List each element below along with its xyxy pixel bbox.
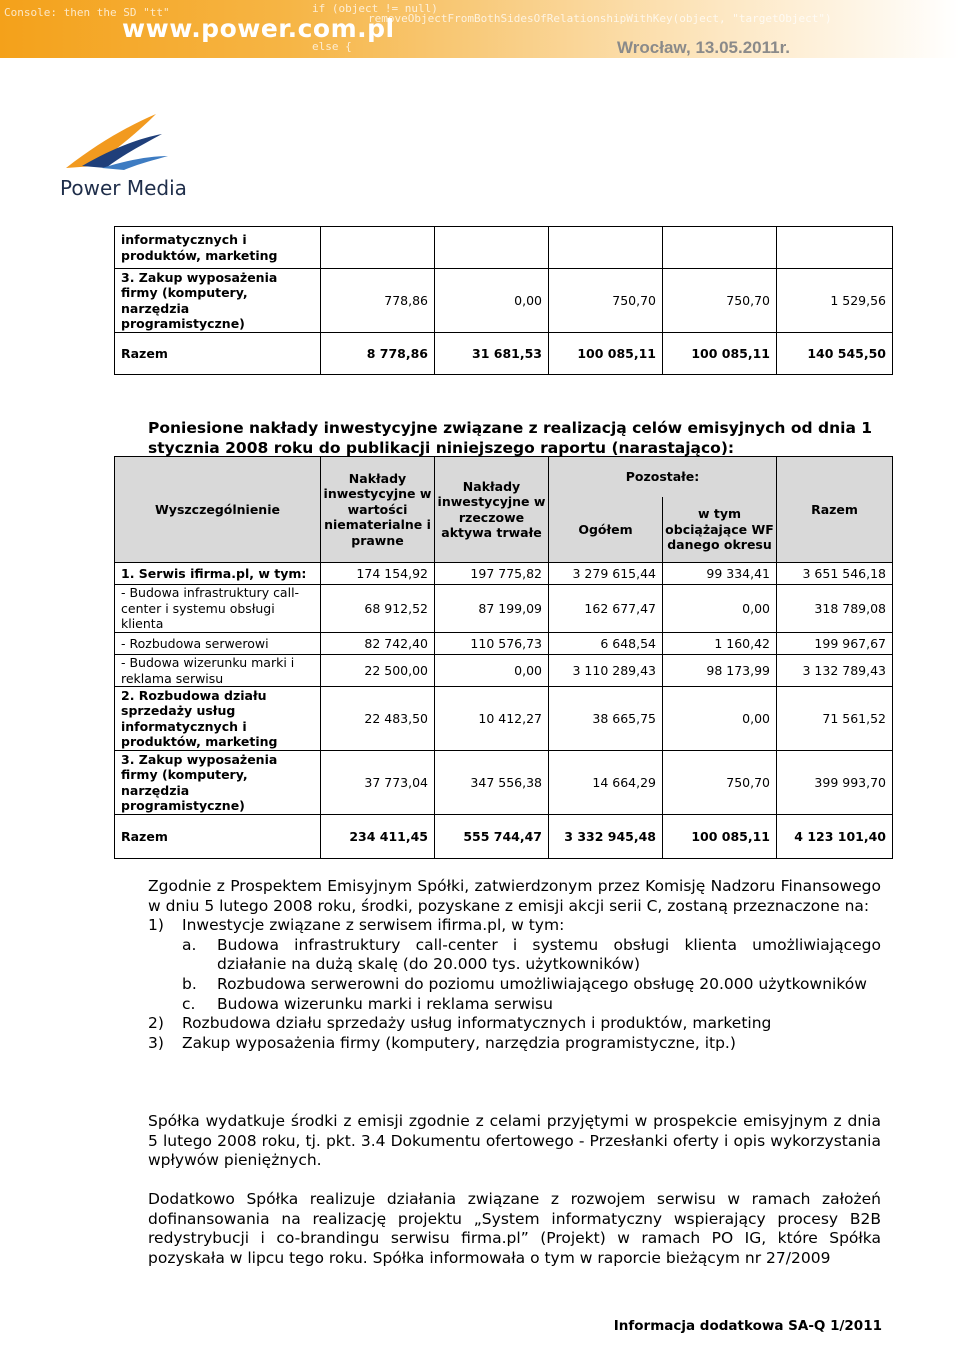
cell: 3 651 546,18 (777, 563, 893, 585)
cell: 750,70 (549, 269, 663, 333)
place-date: Wrocław, 13.05.2011r. (617, 38, 790, 57)
cell: 234 411,45 (321, 815, 435, 859)
table-row (115, 633, 893, 655)
table-row (115, 585, 893, 633)
column-header: Nakłady inwestycyjne w rzeczowe aktywa trwałe (435, 457, 549, 563)
table-row (115, 687, 893, 751)
cell: 6 648,54 (549, 633, 663, 655)
cell: 82 742,40 (321, 633, 435, 655)
table-row-total (115, 333, 893, 375)
cell: 87 199,09 (435, 585, 549, 633)
cell (549, 227, 663, 269)
row-label: - Budowa wizerunku marki i reklama serwisu (115, 655, 321, 687)
continued-investment-table (114, 226, 893, 375)
list-marker: 2) (148, 1014, 164, 1033)
cell: 3 332 945,48 (549, 815, 663, 859)
cell (777, 227, 893, 269)
cell: 197 775,82 (435, 563, 549, 585)
cell: 1 529,56 (777, 269, 893, 333)
cell: 4 123 101,40 (777, 815, 893, 859)
cell: 71 561,52 (777, 687, 893, 751)
cell (321, 227, 435, 269)
cell: 110 576,73 (435, 633, 549, 655)
cell: 399 993,70 (777, 751, 893, 815)
cell: 140 545,50 (777, 333, 893, 375)
row-label: 3. Zakup wyposażenia firmy (komputery, narzędzia programistyczne) (115, 751, 321, 815)
banner-code-line: removeObjectFromBothSidesOfRelationshipWithKey(object, "targetObject") (368, 12, 832, 25)
list-item-text: Rozbudowa działu sprzedaży usług informatycznych i produktów, marketing (182, 1014, 772, 1033)
cell: 37 773,04 (321, 751, 435, 815)
cell: 0,00 (435, 269, 549, 333)
table-row (115, 655, 893, 687)
table-header-row (115, 457, 893, 497)
list-item (148, 995, 881, 1015)
table-row (115, 269, 893, 333)
cell: 100 085,11 (663, 815, 777, 859)
cell: 22 500,00 (321, 655, 435, 687)
cell: 750,70 (663, 751, 777, 815)
row-label: Razem (115, 333, 321, 375)
banner-code-line: Console: then the SD "tt" (4, 6, 170, 19)
cell: 99 334,41 (663, 563, 777, 585)
cell: 68 912,52 (321, 585, 435, 633)
column-header: Ogółem (549, 497, 663, 563)
column-header: Wyszczególnienie (115, 457, 321, 563)
table-row (115, 751, 893, 815)
cell: 8 778,86 (321, 333, 435, 375)
list-marker: 1) (148, 916, 164, 935)
cell: 555 744,47 (435, 815, 549, 859)
cell: 3 132 789,43 (777, 655, 893, 687)
cell: 199 967,67 (777, 633, 893, 655)
cell: 31 681,53 (435, 333, 549, 375)
cell: 98 173,99 (663, 655, 777, 687)
cell: 0,00 (663, 687, 777, 751)
list-marker: a. (182, 935, 197, 954)
column-header: Nakłady inwestycyjne w wartości niematerialne i prawne (321, 457, 435, 563)
column-header: w tym obciążające WF danego okresu (663, 497, 777, 563)
intro-section (148, 877, 881, 1053)
section-heading: Poniesione nakłady inwestycyjne związane z realizacją celów emisyjnych od dnia 1 stycznia 2008 roku do publikacji niniejszego raportu (narastająco): (148, 419, 873, 457)
cell: 162 677,47 (549, 585, 663, 633)
list-item-text: Zakup wyposażenia firmy (komputery, narzędzia programistyczne, itp.) (182, 1033, 736, 1052)
list-item-text: Rozbudowa serwerowni do poziomu umożliwiającego obsługę 20.000 użytkowników (217, 974, 867, 993)
cell: 14 664,29 (549, 751, 663, 815)
list-marker: c. (182, 994, 196, 1013)
list-item (148, 975, 881, 995)
paragraph (148, 1112, 881, 1171)
investment-table (114, 456, 893, 859)
table-row (115, 563, 893, 585)
list-item (148, 1034, 881, 1054)
row-label: 3. Zakup wyposażenia firmy (komputery, narzędzia programistyczne) (115, 269, 321, 333)
cell: 174 154,92 (321, 563, 435, 585)
cell: 0,00 (435, 655, 549, 687)
list-item (148, 916, 881, 936)
paragraph-text: Dodatkowo Spółka realizuje działania związane z rozwojem serwisu w ramach założeń dofinansowania na realizację projektu „System informatyczny wspierający procesy B2B redystrybucji i co-brandingu serwisu firma.pl” (Projekt) w ramach PO IG, które Spółka pozyskała w lipcu tego roku. Spółka informowała o tym w raporcie bieżącym nr 27/2009 (148, 1190, 881, 1267)
cell: 3 110 289,43 (549, 655, 663, 687)
cell: 778,86 (321, 269, 435, 333)
list-item-text: Inwestycje związane z serwisem ifirma.pl, w tym: (182, 916, 565, 935)
cell: 0,00 (663, 585, 777, 633)
cell (663, 227, 777, 269)
cell: 750,70 (663, 269, 777, 333)
row-label: - Budowa infrastruktury call-center i systemu obsługi klienta (115, 585, 321, 633)
logo-text: Power Media (60, 176, 187, 200)
list-item (148, 1014, 881, 1034)
header-banner (0, 0, 960, 58)
cell: 347 556,38 (435, 751, 549, 815)
banner-code-line: if (object != null) (312, 2, 438, 15)
row-label: 2. Rozbudowa działu sprzedaży usług informatycznych i produktów, marketing (115, 687, 321, 751)
cell (435, 227, 549, 269)
paragraph-text: Spółka wydatkuje środki z emisji zgodnie z celami przyjętymi w prospekcie emisyjnym z dnia 5 lutego 2008 roku, tj. pkt. 3.4 Dokumentu ofertowego - Przesłanki oferty i opis wykorzystania wpływów pieniężnych. (148, 1112, 881, 1170)
cell: 100 085,11 (549, 333, 663, 375)
paragraph (148, 1190, 881, 1268)
banner-code-line: else { (312, 40, 352, 53)
list-item-text: Budowa wizerunku marki i reklama serwisu (217, 994, 553, 1013)
cell: 38 665,75 (549, 687, 663, 751)
list-item-text: Budowa infrastruktury call-center i systemu obsługi klienta umożliwiającego działanie na dużą skalę (do 20.000 tys. użytkowników) (217, 935, 881, 974)
cell: 1 160,42 (663, 633, 777, 655)
list-marker: b. (182, 974, 197, 993)
column-header: Razem (777, 457, 893, 563)
cell: 100 085,11 (663, 333, 777, 375)
list-marker: 3) (148, 1033, 164, 1052)
row-label: 1. Serwis ifirma.pl, w tym: (115, 563, 321, 585)
row-label: Razem (115, 815, 321, 859)
page-footer: Informacja dodatkowa SA-Q 1/2011 (613, 1318, 882, 1334)
table-row (115, 227, 893, 269)
site-url[interactable]: www.power.com.pl (122, 14, 395, 43)
row-label: informatycznych i produktów, marketing (115, 227, 321, 269)
row-label: - Rozbudowa serwerowi (115, 633, 321, 655)
cell: 318 789,08 (777, 585, 893, 633)
cell: 10 412,27 (435, 687, 549, 751)
column-group-header: Pozostałe: (549, 457, 777, 497)
cell: 3 279 615,44 (549, 563, 663, 585)
cell: 22 483,50 (321, 687, 435, 751)
table-row-total (115, 815, 893, 859)
intro-paragraph: Zgodnie z Prospektem Emisyjnym Spółki, zatwierdzonym przez Komisję Nadzoru Finansowego w dniu 5 lutego 2008 roku, środki, pozyskane z emisji akcji serii C, zostaną przeznaczone na: (148, 877, 881, 915)
list-item (148, 936, 881, 975)
